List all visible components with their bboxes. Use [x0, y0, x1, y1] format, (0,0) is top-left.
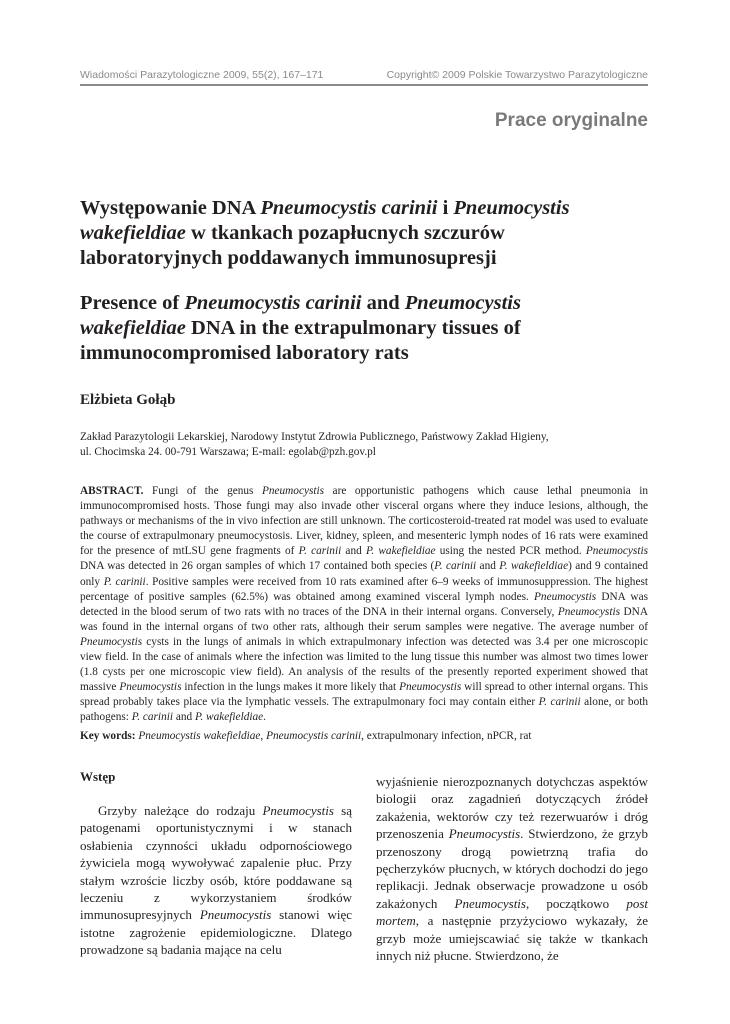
keywords-text: , extrapulmonary infection, nPCR, rat [361, 730, 532, 742]
abstract-text: DNA was detected in 26 organ samples of which 17 contained both species ( [80, 560, 435, 573]
body-text: . Stwierdzono, że grzyb przenoszony drogą powietrzną trafia do pęcherzyków płucnych, w których dochodzi do jego replikacji. Jednak obserwacje prowadzone u osób zakażonych [376, 826, 648, 911]
body-taxon: Pneumocystis [199, 907, 272, 923]
abstract-text: using the nested PCR method. [435, 545, 586, 558]
abstract-taxon: Pneumocystis [399, 681, 462, 694]
abstract-taxon: Pneumocystis [119, 681, 182, 694]
journal-citation: Wiadomości Parazytologiczne 2009, 55(2), 167–171 [80, 69, 324, 81]
abstract-taxon: Pneumocystis [585, 545, 648, 558]
abstract-taxon: Pneumocystis [261, 485, 325, 497]
abstract-text: DNA was found in the internal organs of two other rats, although their serum samples were negative. The average number of [80, 605, 648, 633]
title-english [80, 291, 620, 366]
intro-right-column [376, 773, 648, 964]
abstract-taxon: Pneumocystis [534, 590, 597, 603]
keywords [80, 730, 648, 742]
abstract-taxon: P. wakefieldiae [365, 545, 436, 558]
title-species: Pneumocystis wakefieldiae [80, 197, 570, 244]
body-text: , początkowo [525, 895, 627, 911]
abstract-taxon: P. carinii [434, 560, 477, 573]
abstract-text: and [341, 545, 366, 558]
abstract-taxon: P. wakefieldiae [499, 560, 569, 573]
title-text: Presence of [80, 292, 185, 314]
abstract-text: ) and 9 contained only [80, 560, 649, 588]
abstract-text: and [173, 711, 195, 724]
abstract-text: DNA was detected in the blood serum of two rats with no traces of the DNA in their internal organs. Conversely, [80, 590, 648, 618]
affiliation [80, 430, 640, 460]
abstract-text: . [263, 711, 266, 724]
abstract-label: ABSTRACT. [80, 485, 144, 497]
intro-heading: Wstęp [80, 769, 116, 784]
abstract-taxon: P. carinii [131, 711, 173, 724]
intro-paragraph [80, 802, 352, 959]
title-text: w tkankach pozapłucnych szczurów laboratoryjnych poddawanych immunosupresji [80, 222, 505, 269]
title-text: and [361, 292, 405, 314]
body-taxon: Pneumocystis [262, 803, 334, 818]
abstract-taxon: P. carinii [298, 545, 342, 558]
section-label: Prace oryginalne [494, 110, 648, 131]
intro-left-column [80, 768, 352, 959]
title-species: Pneumocystis carinii [184, 292, 362, 314]
body-text: , a następnie przyżyciowo wykazały, że grzyb może umiejscawiać się także w tkankach innych niż płucne. Stwierdzono, że [376, 913, 648, 964]
abstract-taxon: P. carinii [103, 575, 146, 588]
header-rule [80, 84, 648, 86]
abstract-text: and [476, 560, 500, 573]
abstract-taxon: P. carinii [538, 696, 581, 709]
title-species: Pneumocystis carinii [260, 197, 438, 219]
abstract-text: infection in the lungs makes it more likely that [181, 681, 400, 694]
keyword-taxon: Pneumocystis wakefieldiae [138, 730, 261, 742]
abstract-taxon: P. wakefieldiae [194, 711, 264, 724]
body-latin-term: post mortem [376, 895, 648, 929]
title-text: Występowanie DNA [80, 197, 261, 219]
body-text: Grzyby należące do rodzaju [98, 803, 263, 818]
body-text: są patogenami oportunistycznymi i w stanach osłabienia czynności układu odpornościowego żywiciela mogą wywoływać zapalenie płuc. Przy stałym wzroście liczby osób, które poddawane są leczeniu z wykorzystaniem środków immunosupresyjnych [80, 803, 352, 923]
abstract-taxon: Pneumocystis [557, 605, 620, 618]
body-taxon: Pneumocystis [448, 826, 521, 842]
affiliation-line: Zakład Parazytologii Lekarskiej, Narodowy Instytut Zdrowia Publicznego, Państwowy Zakład Higieny, [80, 431, 549, 443]
keywords-text: , [260, 730, 267, 742]
abstract-text: Fungi of the genus [143, 485, 262, 497]
abstract-text: cysts in the lungs of animals in which extrapulmonary infection was detected was 3.4 per one microscopic view field. In the case of animals where the infection was limited to the lung tissue this number was almost two times lower (1.8 cysts per one microscopic view field). An analysis of the results of the presently reported experiment showed that massive [80, 635, 648, 694]
abstract-text: . Positive samples were received from 10 rats examined after 6–9 weeks of immunosuppression. The highest percentage of positive samples (62.5%) was obtained among examined visceral lymph nodes. [80, 575, 648, 603]
keyword-taxon: Pneumocystis carinii [266, 730, 362, 742]
title-species: Pneumocystis wakefieldiae [80, 292, 521, 339]
running-header [80, 69, 648, 85]
body-text: wyjaśnienie nierozpoznanych dotychczas aspektów biologii oraz zagadnień dotyczących źródeł zakażenia, wektorów czy też rezerwuarów i dróg przenoszenia [376, 774, 648, 842]
affiliation-line: ul. Chocimska 24. 00-791 Warszawa; E-mail: egolab@pzh.gov.pl [80, 446, 376, 458]
intro-paragraph-continued [376, 773, 648, 964]
title-text: DNA in the extrapulmonary tissues of immunocompromised laboratory rats [80, 317, 521, 364]
keywords-label: Key words: [80, 730, 136, 742]
author-name: Elżbieta Gołąb [80, 392, 176, 408]
body-taxon: Pneumocystis [454, 895, 526, 911]
body-text: stanowi więc istotne zagrożenie epidemiologiczne. Dlatego prowadzone są badania mające na celu [80, 907, 353, 958]
abstract-text: alone, or both pathogens: [80, 696, 649, 724]
abstract-taxon: Pneumocystis [80, 635, 143, 648]
abstract [80, 484, 648, 726]
title-text: i [437, 197, 454, 219]
title-polish [80, 196, 620, 271]
abstract-text: are opportunistic pathogens which cause lethal pneumonia in immunocompromised hosts. Those fungi may also invade other visceral organs where they induce lesions, although, the pathways or mechanisms of the in vivo infection are still unknown. The corticosteroid-treated rat model was used to evaluate the course of extrapulmonary pneumocystosis. Liver, kidney, spleen, and mesenteric lymph nodes of 16 rats were examined for the presence of mtLSU gene fragments of [80, 485, 649, 558]
abstract-text: will spread to other internal organs. This spread probably takes place via the lymphatic vessels. The extrapulmonary foci may contain either [80, 681, 648, 709]
copyright-notice: Copyright© 2009 Polskie Towarzystwo Parazytologiczne [386, 69, 648, 81]
